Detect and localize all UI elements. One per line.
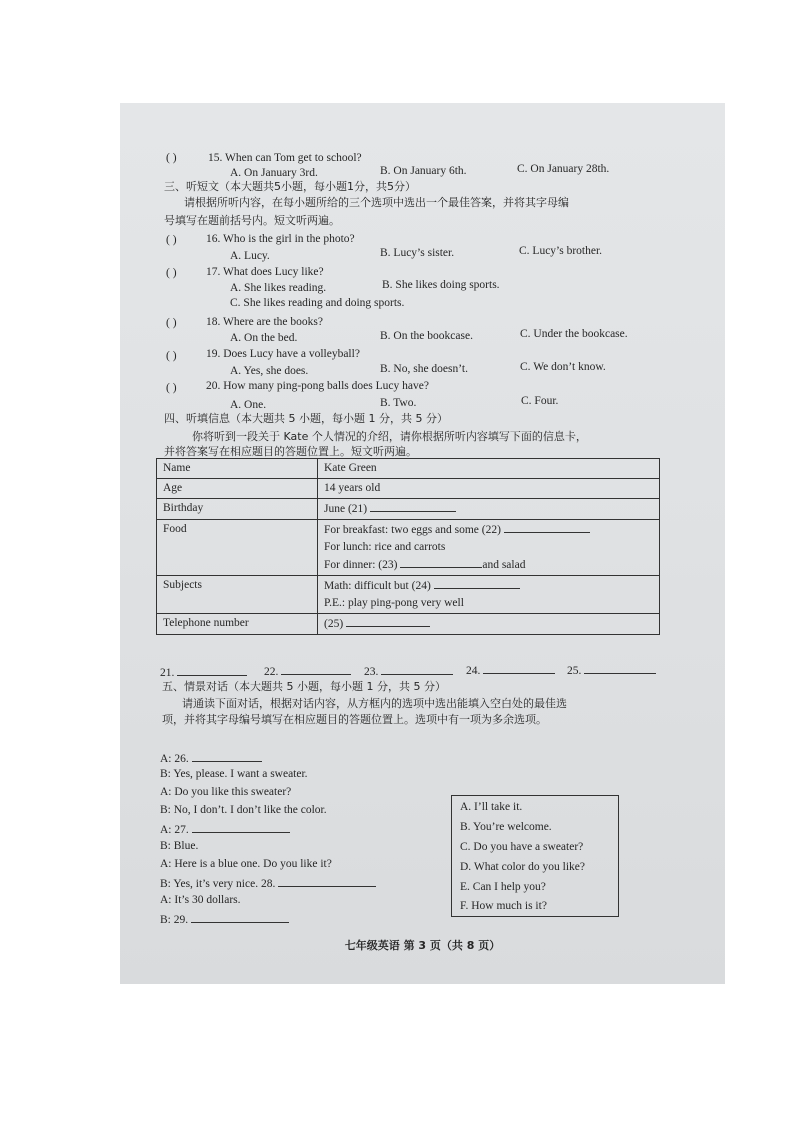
- dialog-line-27: [160, 821, 290, 837]
- page-footer: 七年级英语 第 3 页（共 8 页）: [344, 939, 501, 952]
- age-label: Age: [157, 479, 318, 499]
- q17-option-c: C. She likes reading and doing sports.: [230, 297, 405, 309]
- dialog-28-text: B: Yes, it’s very nice. 28.: [160, 878, 276, 890]
- section5-title: 五、情景对话（本大题共 5 小题，每小题 1 分，共 5 分）: [162, 680, 446, 693]
- birthday-cell: [318, 499, 660, 520]
- table-row: [157, 520, 660, 576]
- q16-option-b: B. Lucy’s sister.: [380, 247, 455, 259]
- q19-option-c: C. We don’t know.: [520, 361, 606, 373]
- subjects-cell: [318, 576, 660, 614]
- dialog-29-text: B: 29.: [160, 914, 189, 926]
- blank-21: [370, 500, 456, 512]
- dialog-27-text: A: 27.: [160, 824, 189, 836]
- dialog-line-9: A: It’s 30 dollars.: [160, 894, 241, 906]
- food-breakfast: [324, 521, 653, 539]
- exam-page: [120, 103, 725, 984]
- answer-25-label: 25.: [567, 665, 582, 677]
- blank-24: [434, 577, 520, 589]
- answer-24-line: [483, 662, 555, 674]
- q17-option-b: B. She likes doing sports.: [382, 279, 500, 291]
- table-row: [157, 614, 660, 635]
- q20-question: 20. How many ping-pong balls does Lucy have?: [206, 380, 429, 392]
- subjects-math: [324, 577, 653, 595]
- q15-option-b: B. On January 6th.: [380, 165, 467, 177]
- answer-24: [466, 662, 555, 678]
- q17-paren: ( ): [166, 267, 177, 279]
- q20-paren: ( ): [166, 382, 177, 394]
- answer-25: [567, 662, 656, 678]
- subjects-pe: P.E.: play ping-pong very well: [324, 597, 464, 609]
- q20-option-b: B. Two.: [380, 397, 417, 409]
- answer-21-label: 21.: [160, 667, 175, 679]
- food-dinner-text: For dinner: (23): [324, 559, 398, 571]
- q18-question: 18. Where are the books?: [206, 316, 323, 328]
- table-row: [157, 499, 660, 520]
- food-dinner: [324, 556, 653, 574]
- birthday-value: June (21): [324, 503, 368, 515]
- info-card-table: [156, 458, 660, 635]
- dialog-line-29: [160, 911, 289, 927]
- age-value: 14 years old: [318, 479, 660, 499]
- section3-title: 三、听短文（本大题共5小题，每小题1分，共5分）: [164, 180, 416, 193]
- phone-label: Telephone number: [157, 614, 318, 635]
- q18-paren: ( ): [166, 317, 177, 329]
- answer-24-label: 24.: [466, 665, 481, 677]
- subjects-math-text: Math: difficult but (24): [324, 580, 431, 592]
- table-row: [157, 479, 660, 499]
- food-cell: [318, 520, 660, 576]
- phone-value: (25): [324, 618, 344, 630]
- section3-instruction-1: 请根据所听内容，在每小题所给的三个选项中选出一个最佳答案，并将其字母编: [184, 196, 569, 209]
- dialog-line-28: [160, 875, 376, 891]
- blank-27: [192, 821, 290, 833]
- option-f: F. How much is it?: [460, 900, 547, 912]
- option-b: B. You’re welcome.: [460, 821, 552, 833]
- q19-option-b: B. No, she doesn’t.: [380, 363, 468, 375]
- blank-23: [400, 556, 482, 568]
- blank-29: [191, 911, 289, 923]
- q15-paren: ( ): [166, 152, 177, 164]
- answer-23: [364, 663, 453, 679]
- blank-22: [504, 521, 590, 533]
- section4-instruction-1: 你将听到一段关于 Kate 个人情况的介绍，请你根据所听内容填写下面的信息卡，: [192, 430, 587, 443]
- dialog-line-2: B: Yes, please. I want a sweater.: [160, 768, 308, 780]
- birthday-label: Birthday: [157, 499, 318, 520]
- answer-22-label: 22.: [264, 666, 279, 678]
- q16-question: 16. Who is the girl in the photo?: [206, 233, 355, 245]
- section3-instruction-2: 号填写在题前括号内。短文听两遍。: [164, 214, 340, 227]
- options-box: [451, 795, 619, 917]
- answer-22: [264, 663, 351, 679]
- section4-instruction-2: 并将答案写在相应题目的答题位置上。短文听两遍。: [164, 445, 417, 458]
- option-d: D. What color do you like?: [460, 861, 585, 873]
- q17-option-a: A. She likes reading.: [230, 282, 327, 294]
- blank-25: [346, 615, 430, 627]
- food-label: Food: [157, 520, 318, 576]
- dialog-line-6: B: Blue.: [160, 840, 199, 852]
- answer-23-label: 23.: [364, 666, 379, 678]
- blank-28: [278, 875, 376, 887]
- section5-instruction-2: 项，并将其字母编号填写在相应题目的答题位置上。选项中有一项为多余选项。: [162, 713, 547, 726]
- dialog-line-26: [160, 750, 262, 766]
- section5-instruction-1: 请通读下面对话，根据对话内容，从方框内的选项中选出能填入空白处的最佳选: [182, 697, 567, 710]
- q16-option-a: A. Lucy.: [230, 250, 270, 262]
- q20-option-c: C. Four.: [521, 395, 559, 407]
- food-lunch: For lunch: rice and carrots: [324, 541, 446, 553]
- q17-question: 17. What does Lucy like?: [206, 266, 324, 278]
- name-label: Name: [157, 459, 318, 479]
- blank-26: [192, 750, 262, 762]
- answer-21: [160, 664, 247, 680]
- answer-23-line: [381, 663, 453, 675]
- q16-paren: ( ): [166, 234, 177, 246]
- q18-option-a: A. On the bed.: [230, 332, 298, 344]
- phone-cell: [318, 614, 660, 635]
- q19-question: 19. Does Lucy have a volleyball?: [206, 348, 360, 360]
- answer-25-line: [584, 662, 656, 674]
- subjects-label: Subjects: [157, 576, 318, 614]
- q19-option-a: A. Yes, she does.: [230, 365, 309, 377]
- option-e: E. Can I help you?: [460, 881, 546, 893]
- q18-option-b: B. On the bookcase.: [380, 330, 473, 342]
- dialog-line-7: A: Here is a blue one. Do you like it?: [160, 858, 332, 870]
- food-breakfast-text: For breakfast: two eggs and some (22): [324, 524, 501, 536]
- dialog-line-3: A: Do you like this sweater?: [160, 786, 292, 798]
- dialog-line-4: B: No, I don’t. I don’t like the color.: [160, 804, 327, 816]
- answer-21-line: [177, 664, 247, 676]
- option-c: C. Do you have a sweater?: [460, 841, 584, 853]
- q15-option-c: C. On January 28th.: [517, 163, 610, 175]
- q19-paren: ( ): [166, 350, 177, 362]
- section4-title: 四、听填信息（本大题共 5 小题，每小题 1 分，共 5 分）: [164, 412, 448, 425]
- q15-question: 15. When can Tom get to school?: [208, 152, 362, 164]
- q20-option-a: A. One.: [230, 399, 267, 411]
- table-row: [157, 459, 660, 479]
- option-a: A. I’ll take it.: [460, 801, 523, 813]
- name-value: Kate Green: [318, 459, 660, 479]
- q18-option-c: C. Under the bookcase.: [520, 328, 628, 340]
- table-row: [157, 576, 660, 614]
- q15-option-a: A. On January 3rd.: [230, 167, 318, 179]
- q16-option-c: C. Lucy’s brother.: [519, 245, 603, 257]
- answer-22-line: [281, 663, 351, 675]
- food-dinner-end: and salad: [482, 559, 526, 571]
- dialog-26-text: A: 26.: [160, 753, 189, 765]
